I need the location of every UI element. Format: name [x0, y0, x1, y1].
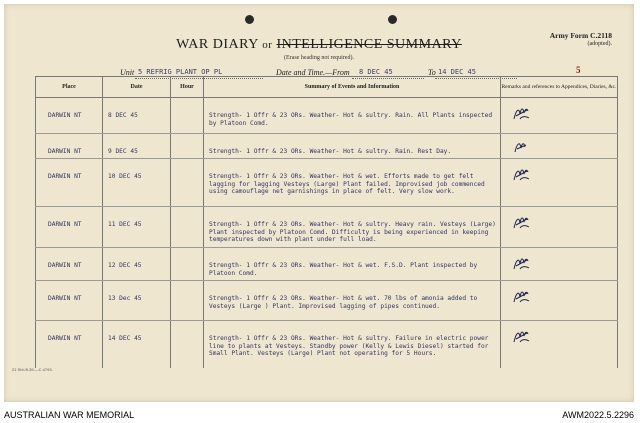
signature-initials-icon [511, 327, 531, 345]
entry-summary: Strength- 1 Offr & 23 ORs. Weather- Hot & sultry. Heavy rain. Vesteys (Large) Plant inspected by Platoon Comd. Difficulty is being experienced in keeping temperatures down with plant under full load. [204, 207, 501, 248]
punch-hole-right [388, 15, 397, 24]
army-form-adopted: (adopted). [587, 41, 612, 47]
army-form-label [550, 31, 612, 49]
archive-caption: AUSTRALIAN WAR MEMORIAL [4, 410, 135, 420]
entry-hour [171, 159, 204, 207]
entry-summary: Strength- 1 Offr & 23 ORs. Weather- Hot & sultry. Rain. All Plants inspected by Platoon Comd. [204, 98, 501, 134]
table-row [36, 98, 618, 134]
diary-table [35, 76, 618, 368]
red-stamp-mark: 5 [576, 65, 581, 75]
signature-initials-icon [511, 165, 531, 183]
entry-hour [171, 321, 204, 368]
entry-date: 9 DEC 45 [103, 134, 171, 159]
table-row [36, 207, 618, 248]
entry-remarks [501, 98, 618, 134]
table-row [36, 134, 618, 159]
signature-initials-icon [511, 254, 531, 272]
entry-summary: Strength- 1 Offr & 23 ORs. Weather- Hot & wet. 70 lbs of amonia added to Vesteys (Large ) Plant. Improvised lagging of pipes continued. [204, 281, 501, 321]
entry-hour [171, 207, 204, 248]
entry-summary: Strength- 1 Offr & 23 ORs. Weather- Hot & wet. Efforts made to get felt lagging for lagging Vesteys (Large) Plant failed. Improvised job commenced using camouflage net garnishings in place of felt. Very slow work. [204, 159, 501, 207]
form-title [4, 37, 634, 53]
entry-place: DARWIN NT [36, 281, 103, 321]
entry-date: 10 DEC 45 [103, 159, 171, 207]
entry-remarks [501, 159, 618, 207]
signature-initials-icon [511, 287, 531, 305]
signature-initials-icon [511, 213, 531, 231]
entry-remarks [501, 134, 618, 159]
col-header-place: Place [36, 77, 103, 98]
table-row [36, 159, 618, 207]
entry-remarks [501, 321, 618, 368]
entry-hour [171, 248, 204, 281]
title-or: or [262, 39, 273, 51]
entry-hour [171, 98, 204, 134]
col-header-summary: Summary of Events and Information [204, 77, 501, 98]
title-struck: INTELLIGENCE SUMMARY [276, 37, 462, 52]
entry-place: DARWIN NT [36, 98, 103, 134]
table-row [36, 248, 618, 281]
to-value: 14 DEC 45 [438, 68, 476, 76]
entry-place: DARWIN NT [36, 159, 103, 207]
punch-hole-left [245, 15, 254, 24]
col-header-remarks: Remarks and references to Appendices, Diaries, &c. [501, 77, 618, 98]
entry-date: 8 DEC 45 [103, 98, 171, 134]
entry-date: 12 DEC 45 [103, 248, 171, 281]
entry-date: 14 DEC 45 [103, 321, 171, 368]
table-row [36, 281, 618, 321]
army-form-number: Army Form C.2118 [549, 31, 612, 40]
table-row [36, 321, 618, 368]
archive-reference: AWM2022.5.2296 [562, 410, 634, 420]
from-value: 8 DEC 45 [359, 68, 393, 76]
title-main: WAR DIARY [176, 37, 259, 52]
date-time-label: Date and Time.—From [276, 68, 350, 77]
signature-initials-icon [511, 138, 531, 156]
entry-place: DARWIN NT [36, 321, 103, 368]
entry-remarks [501, 207, 618, 248]
erase-note: (Erase heading not required). [284, 55, 354, 61]
entry-summary: Strength- 1 Offr & 23 ORs. Weather- Hot & wet. F.S.D. Plant inspected by Platoon Comd. [204, 248, 501, 281]
col-header-hour: Hour [171, 77, 204, 98]
entry-place: DARWIN NT [36, 207, 103, 248]
col-header-date: Date [103, 77, 171, 98]
signature-initials-icon [511, 104, 531, 122]
entry-summary: Strength- 1 Offr & 23 ORs. Weather- Hot & sultry. Rain. Rest Day. [204, 134, 501, 159]
to-label: To [428, 68, 436, 77]
entry-date: 11 DEC 45 [103, 207, 171, 248]
entry-remarks [501, 248, 618, 281]
entry-summary: Strength- 1 Offr & 23 ORs. Weather- Hot & sultry. Failure in electric power line to plants at Vesteys. Standby power (Kelly & Lewis Diesel) started for Small Plant. Vesteys (Large) Plant not operating for 5 Hours. [204, 321, 501, 368]
entry-date: 13 Dec 45 [103, 281, 171, 321]
unit-value: 5 REFRIG PLANT OP PL [138, 68, 223, 76]
entry-hour [171, 281, 204, 321]
unit-label: Unit [120, 68, 135, 77]
entry-place: DARWIN NT [36, 248, 103, 281]
entry-remarks [501, 281, 618, 321]
entry-place: DARWIN NT [36, 134, 103, 159]
table-header-row [36, 77, 618, 98]
form-print-code: 21 Sht./5.39.—C.4793. [12, 367, 53, 372]
entry-hour [171, 134, 204, 159]
